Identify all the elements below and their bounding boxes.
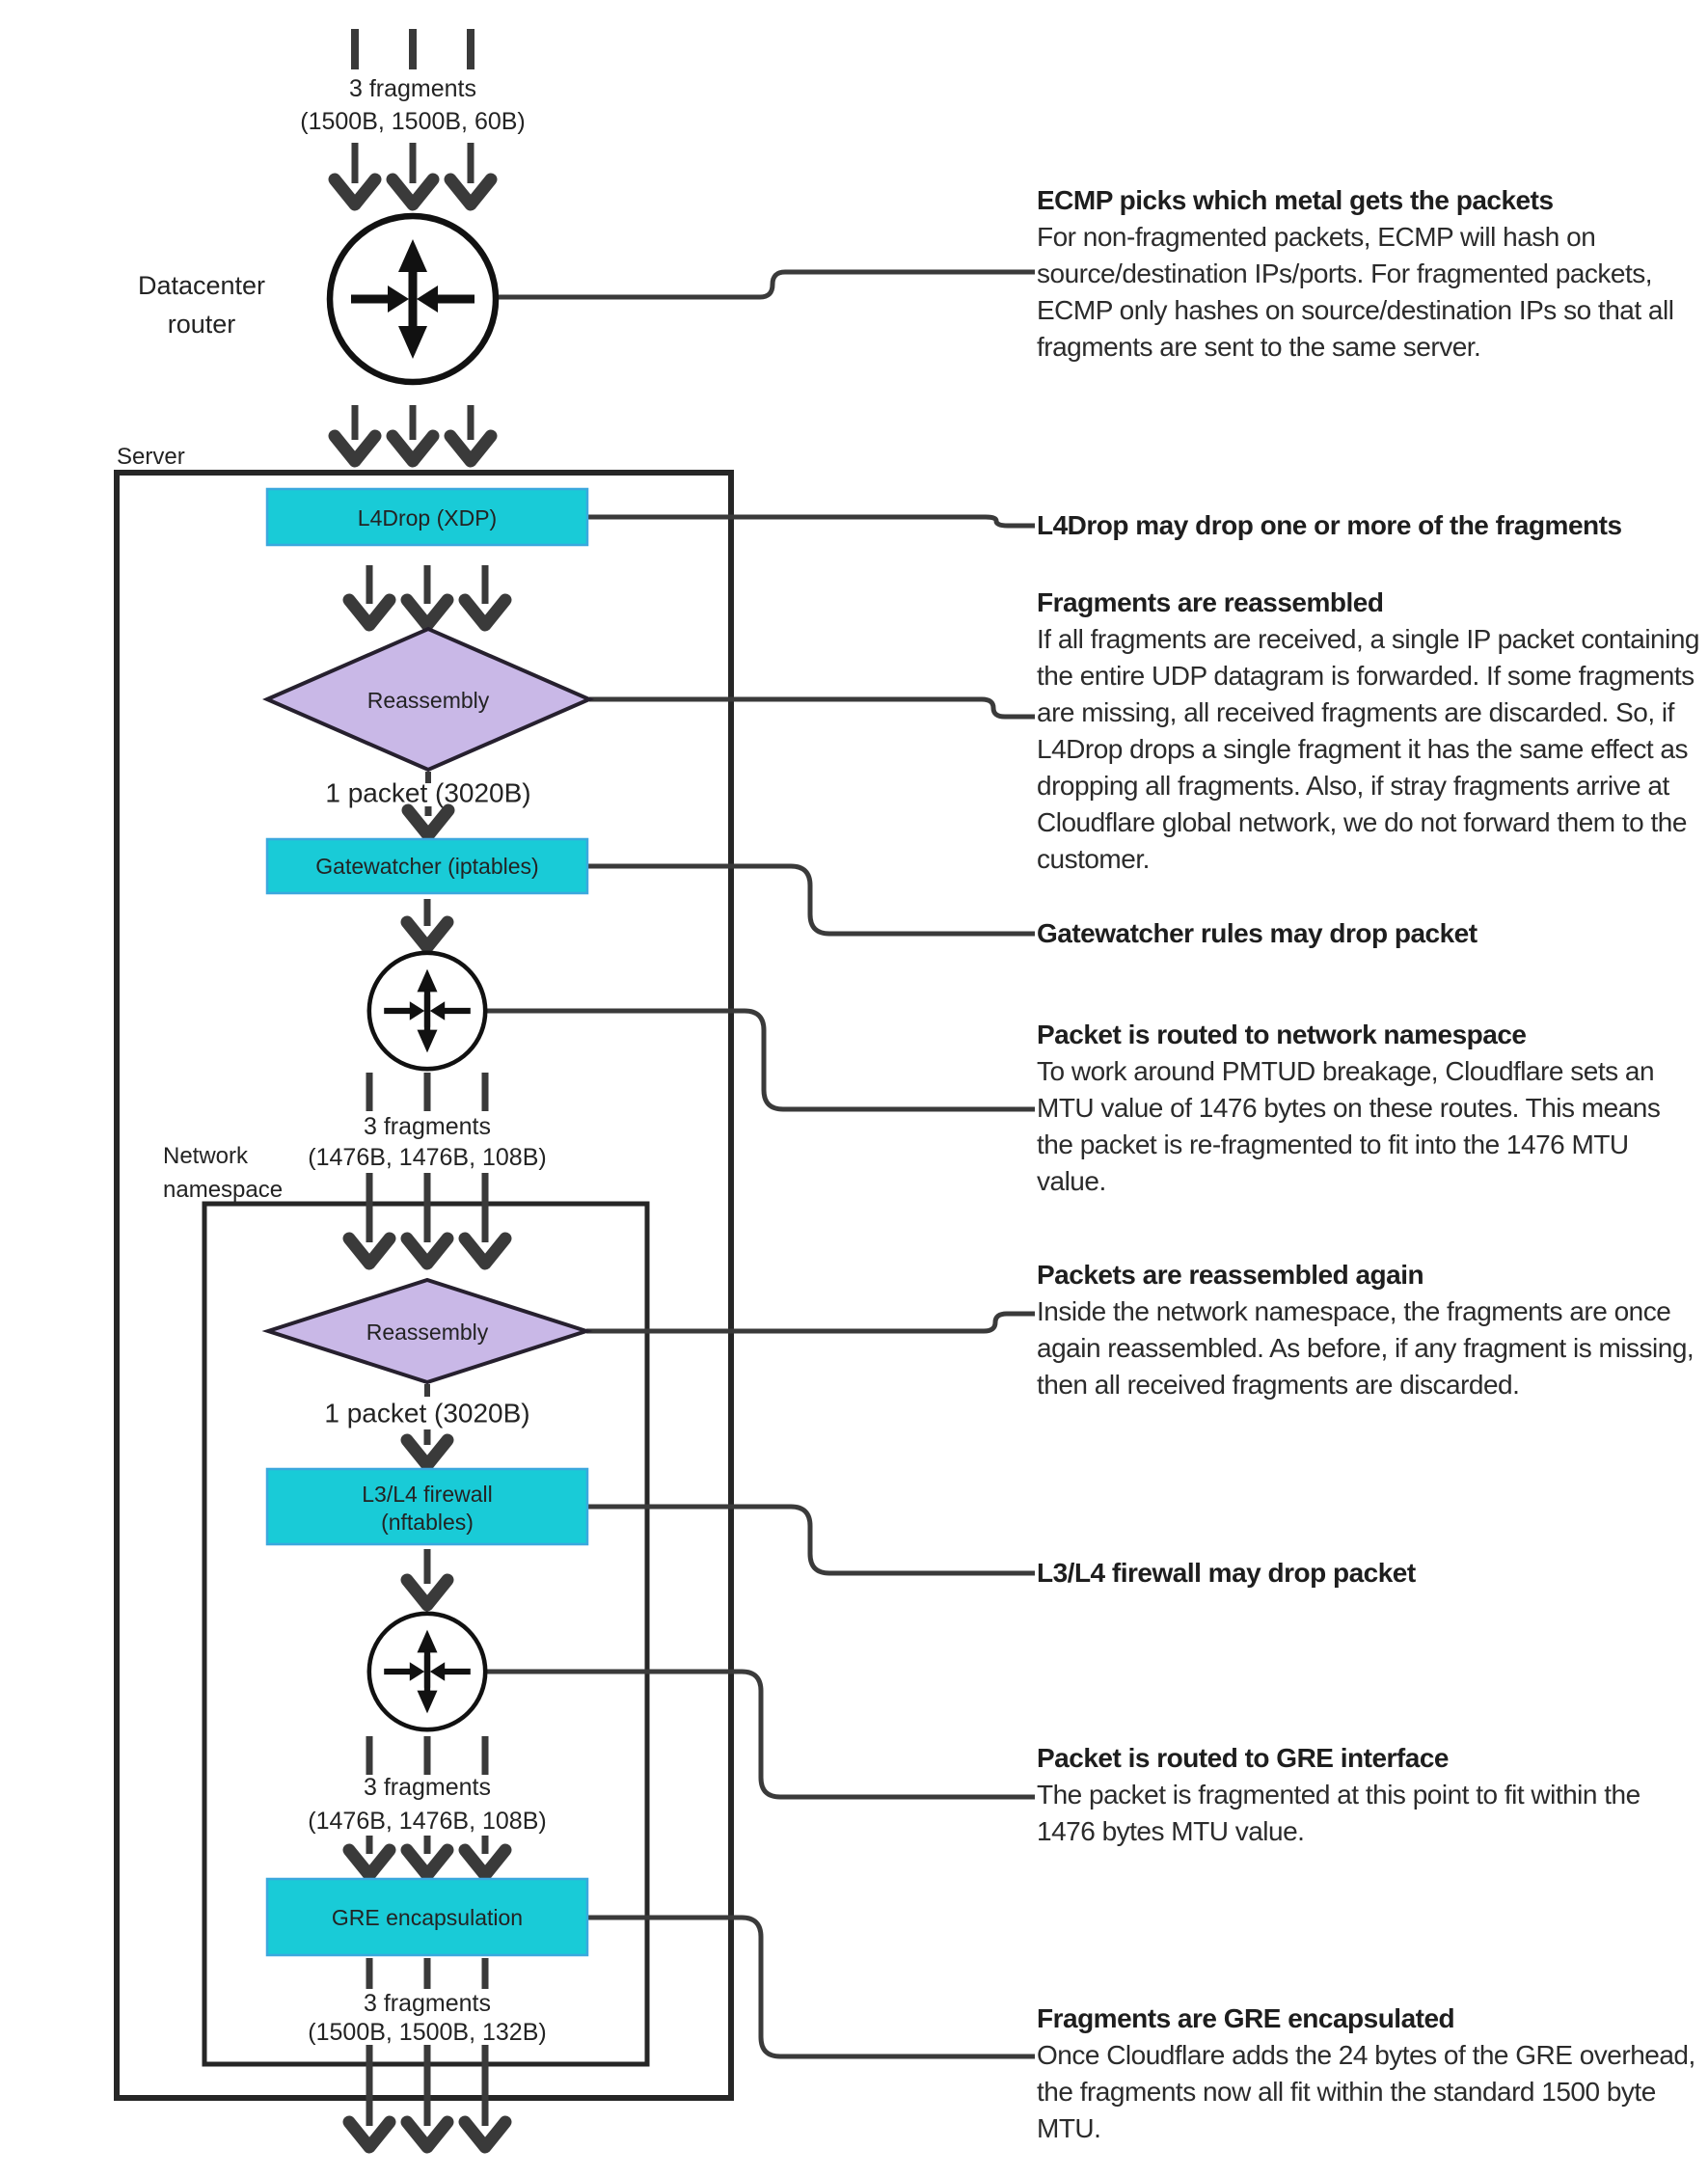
annotation-heading: L3/L4 firewall may drop packet: [1037, 1558, 1416, 1588]
reassembly-label-1: Reassembly: [366, 688, 490, 713]
annotation-routed-namespace: [1037, 1017, 1702, 1200]
annotation-reassembled-again: [1037, 1257, 1702, 1403]
l3l4-firewall-label-line1: L3/L4 firewall: [362, 1482, 493, 1507]
flow-arrows-into-gre: [349, 1836, 505, 1875]
packet-size-label-2: 1 packet (3020B): [324, 1398, 530, 1429]
annotation-heading: Packets are reassembled again: [1037, 1260, 1424, 1290]
flow-arrows-out-of-server: [349, 2045, 505, 2147]
annotation-heading: ECMP picks which metal gets the packets: [1037, 185, 1554, 215]
network-namespace-label-line2: namespace: [163, 1177, 284, 1203]
annotation-l4drop: [1037, 507, 1702, 544]
top-fragments-count-label: 3 fragments: [348, 75, 477, 102]
annotation-gre-encapsulated: [1037, 2000, 1702, 2147]
annotation-routed-gre: [1037, 1740, 1702, 1850]
packet-size-label-1: 1 packet (3020B): [325, 777, 531, 808]
connector-l3l4: [587, 1507, 1035, 1573]
network-namespace-label-line1: Network: [163, 1143, 249, 1169]
gre-fragments-count-label: 3 fragments: [363, 1774, 492, 1801]
bottom-fragments-count-label: 3 fragments: [363, 1990, 492, 2017]
annotation-l3l4: [1037, 1555, 1702, 1592]
flow-arrows-into-namespace: [349, 1173, 505, 1264]
gre-encapsulation-label: GRE encapsulation: [331, 1905, 524, 1930]
connector-reassembly-2: [586, 1314, 1035, 1331]
top-fragment-lines: [355, 29, 471, 69]
annotation-body: Once Cloudflare adds the 24 bytes of the GRE overhead, the fragments now all fit within the standard 1500 byte MTU.: [1037, 2040, 1695, 2143]
connector-gatewatcher: [587, 866, 1035, 934]
annotation-ecmp: [1037, 182, 1702, 366]
datacenter-router-label-line2: router: [167, 310, 236, 339]
mid-fragments-count-label: 3 fragments: [363, 1113, 492, 1140]
router-icon-2: [369, 953, 485, 1069]
connector-route-gre: [487, 1672, 1035, 1797]
annotation-heading: Packet is routed to network namespace: [1037, 1020, 1527, 1049]
fragment-lines-after-router-2: [369, 1073, 485, 1111]
flow-arrow-to-router-3: [407, 1549, 447, 1605]
gatewatcher-label: Gatewatcher (iptables): [315, 854, 539, 879]
server-label: Server: [117, 444, 185, 470]
annotation-body: Inside the network namespace, the fragments are once again reassembled. As before, if any fragment is missing, then all received fragments are discarded.: [1037, 1296, 1694, 1400]
annotation-body: If all fragments are received, a single IP packet containing the entire UDP datagram is forwarded. If some fragments are missing, all received fragments are discarded. So, if L4Drop drops a single fragment it has the same effect as dropping all fragments. Also, if stray fragments arrive at Cloudflare global network, we do not forward them to the customer.: [1037, 624, 1699, 874]
flow-arrow-to-l3l4: [407, 1429, 447, 1465]
annotation-gatewatcher: [1037, 915, 1702, 952]
fragment-lines-after-gre: [369, 1958, 485, 1989]
annotation-heading: L4Drop may drop one or more of the fragments: [1037, 510, 1622, 540]
annotation-heading: Gatewatcher rules may drop packet: [1037, 918, 1478, 948]
flow-arrow-to-router-2: [407, 899, 447, 947]
l4drop-label: L4Drop (XDP): [357, 505, 498, 531]
annotation-body: The packet is fragmented at this point to fit within the 1476 bytes MTU value.: [1037, 1780, 1640, 1846]
annotation-body: For non-fragmented packets, ECMP will hash on source/destination IPs/ports. For fragmented packets, ECMP only hashes on source/destination IPs so that all fragments are sent to the same server.: [1037, 222, 1674, 362]
flow-arrows-into-router: [335, 143, 491, 204]
top-fragments-sizes-label: (1500B, 1500B, 60B): [300, 108, 526, 135]
flow-arrows-to-reassembly-1: [349, 565, 505, 625]
connector-ecmp: [498, 272, 1035, 297]
bottom-fragments-sizes-label: (1500B, 1500B, 132B): [308, 2019, 547, 2046]
router-icon-3: [369, 1614, 485, 1729]
flow-arrow-to-gatewatcher: [408, 806, 448, 835]
annotation-body: To work around PMTUD breakage, Cloudflare sets an MTU value of 1476 bytes on these routes. This means the packet is re-fragmented to fit into the 1476 MTU value.: [1037, 1056, 1661, 1196]
datacenter-router-label-line1: Datacenter: [137, 271, 266, 300]
annotation-heading: Fragments are GRE encapsulated: [1037, 2003, 1455, 2033]
annotation-reassembled: [1037, 585, 1702, 878]
gre-fragments-sizes-label: (1476B, 1476B, 108B): [308, 1808, 547, 1835]
fragment-lines-after-router-3: [369, 1736, 485, 1775]
annotation-heading: Packet is routed to GRE interface: [1037, 1743, 1449, 1773]
flow-arrows-into-server: [335, 405, 491, 461]
connector-gre-encap: [587, 1918, 1035, 2056]
connector-l4drop: [587, 517, 1035, 526]
l3l4-firewall-label-line2: (nftables): [381, 1510, 474, 1535]
reassembly-label-2: Reassembly: [366, 1320, 489, 1345]
connector-route-namespace: [487, 1011, 1035, 1109]
connector-reassembly-1: [589, 699, 1035, 717]
mid-fragments-sizes-label: (1476B, 1476B, 108B): [308, 1144, 547, 1171]
annotation-heading: Fragments are reassembled: [1037, 587, 1384, 617]
datacenter-router-icon: [330, 216, 496, 382]
